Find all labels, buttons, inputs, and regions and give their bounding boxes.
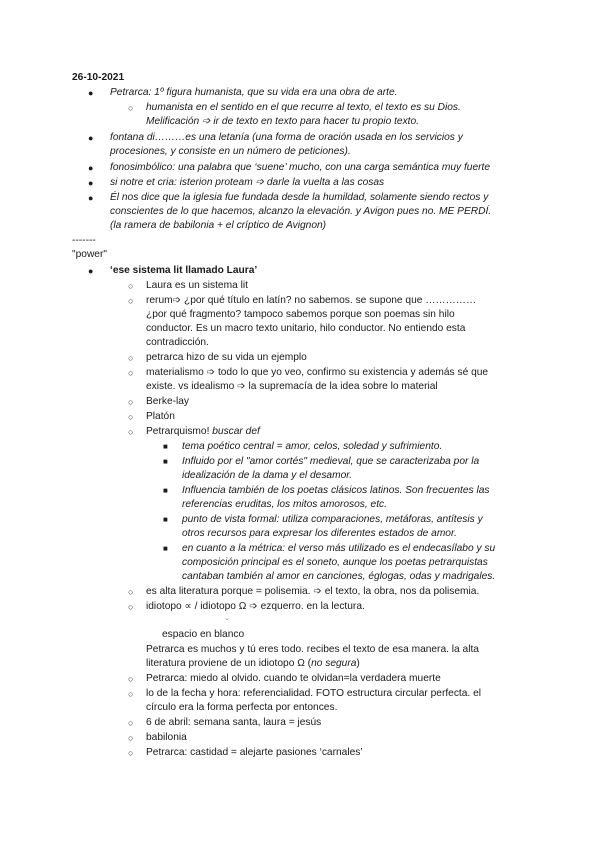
bullet-circle: ○ (128, 296, 134, 306)
note-line: Petrarca: miedo al olvido. cuando te olvidan=la verdadera muerte (146, 673, 441, 684)
bullet-circle: ○ (128, 587, 134, 597)
note-line (146, 425, 260, 439)
separator: ------- (72, 235, 96, 246)
bullet-circle: ○ (128, 689, 134, 699)
chevron-down-icon: ⌄ (224, 615, 230, 622)
note-text: literatura proviene de un idiotopo Ω ( (146, 658, 312, 669)
note-line: lo de la fecha y hora: referencialidad. FOTO estructura circular perfecta. el (146, 688, 482, 699)
note-line (146, 657, 360, 671)
note-line: Influencia también de los poetas clásicos latinos. Son frecuentes las (182, 485, 490, 496)
bullet-circle: ○ (128, 353, 134, 363)
bullet-circle: ○ (128, 427, 134, 437)
blank-space-note: espacio en blanco (162, 629, 245, 640)
note-line: existe. vs idealismo ➩ la supremacía de la idea sobre lo material (146, 381, 438, 392)
note-line: Laura es un sistema lit (146, 280, 248, 291)
note-text: ) (356, 658, 360, 669)
bullet-disc: ● (88, 133, 94, 143)
bullet-square: ■ (163, 442, 168, 451)
note-italic-text: buscar def (209, 426, 260, 437)
note-line: humanista en el sentido en el que recurre al texto, el texto es su Dios. (146, 102, 461, 113)
bullet-disc: ● (88, 266, 94, 276)
note-line: materialismo ➩ todo lo que yo veo, confirmo su existencia y además sé que (146, 367, 489, 378)
bullet-circle: ○ (128, 733, 134, 743)
bullet-circle: ○ (128, 397, 134, 407)
note-line: (la ramera de babilonia + el críptico de Avignon) (110, 220, 327, 231)
note-line: Petrarca: castidad = alejarte pasiones ‘carnales’ (146, 747, 363, 758)
note-line: conductor. Es un macro texto unitario, hilo conductor. No entiendo esta (146, 323, 466, 334)
note-line: Él nos dice que la iglesia fue fundada desde la humildad, solamente siendo rectos y (110, 192, 489, 203)
note-text: Petrarquismo! (146, 426, 210, 437)
note-line: Petrarca es muchos y tú eres todo. recibes el texto de esa manera. la alta (146, 644, 479, 655)
note-line: rerum➩ ¿por qué título en latín? no sabemos. se supone que …………… (146, 295, 477, 306)
note-line: composición principal es el soneto, aunque los poetas petrarquistas (182, 557, 488, 568)
note-line: otros recursos para expresar los diferentes estados de amor. (182, 528, 457, 539)
bullet-circle: ○ (128, 103, 134, 113)
note-line: conscientes de lo que hacemos, alcanzo la elevación. y Avigon pues no. ME PERDÍ. (110, 206, 492, 217)
note-line: en cuanto a la métrica: el verso más utilizado es el endecasílabo y su (182, 543, 496, 554)
bullet-circle: ○ (128, 281, 134, 291)
note-line: fonosimbólico: una palabra que ‘suene’ mucho, con una carga semántica muy fuerte (110, 162, 490, 173)
bullet-disc: ● (88, 178, 94, 188)
date-heading: 26-10-2021 (72, 72, 125, 83)
power-label: "power" (72, 249, 107, 260)
note-line: es alta literatura porque = polisemia. ➩ el texto, la obra, nos da polisemia. (146, 586, 480, 597)
note-line: Platón (146, 411, 175, 422)
bullet-circle: ○ (128, 674, 134, 684)
note-line: procesiones, y consiste en un número de peticiones). (110, 146, 351, 157)
note-line: 6 de abril: semana santa, laura = jesús (146, 717, 322, 728)
bullet-square: ■ (163, 486, 168, 495)
note-line: tema poético central = amor, celos, soledad y sufrimiento. (182, 441, 443, 452)
bullet-square: ■ (163, 515, 168, 524)
note-line: Influido por el "amor cortés" medieval, que se caracterizaba por la (182, 456, 480, 467)
section-heading: ‘ese sistema lit llamado Laura’ (110, 265, 258, 276)
note-line: si notre et cria: isterion proteam ➩ darle la vuelta a las cosas (110, 177, 385, 188)
bullet-circle: ○ (128, 368, 134, 378)
bullet-disc: ● (88, 88, 94, 98)
bullet-square: ■ (163, 544, 168, 553)
note-line: idealización de la dama y el desamor. (182, 470, 353, 481)
note-line: ¿por qué fragmento? tampoco sabemos porque son poemas sin hilo (146, 309, 455, 320)
note-line: idiotopo ∝ / idiotopo Ω ➩ ezquerro. en la lectura. (146, 601, 365, 612)
note-line: contradicción. (146, 337, 209, 348)
note-line: Melificación ➩ ir de texto en texto para hacer tu propio texto. (146, 116, 419, 127)
note-line: babilonia (146, 732, 187, 743)
note-line: referencias eruditas, los mitos amorosos, etc. (182, 499, 387, 510)
note-line: cantaban también al amor en canciones, églogas, odas y madrigales. (182, 571, 496, 582)
note-line: Berke-lay (146, 396, 190, 407)
bullet-circle: ○ (128, 412, 134, 422)
note-line: círculo era la forma perfecta por entonces. (146, 702, 338, 713)
bullet-circle: ○ (128, 602, 134, 612)
note-italic-text: no segura (311, 658, 357, 669)
bullet-circle: ○ (128, 748, 134, 758)
note-line: Petrarca: 1º figura humanista, que su vida era una obra de arte. (110, 87, 398, 98)
bullet-square: ■ (163, 457, 168, 466)
bullet-circle: ○ (128, 718, 134, 728)
note-line: punto de vista formal: utiliza comparaciones, metáforas, antítesis y (182, 514, 483, 525)
bullet-disc: ● (88, 163, 94, 173)
note-line: petrarca hizo de su vida un ejemplo (146, 352, 307, 363)
bullet-disc: ● (88, 193, 94, 203)
note-line: fontana di………es una letanía (una forma de oración usada en los servicios y (110, 132, 463, 143)
